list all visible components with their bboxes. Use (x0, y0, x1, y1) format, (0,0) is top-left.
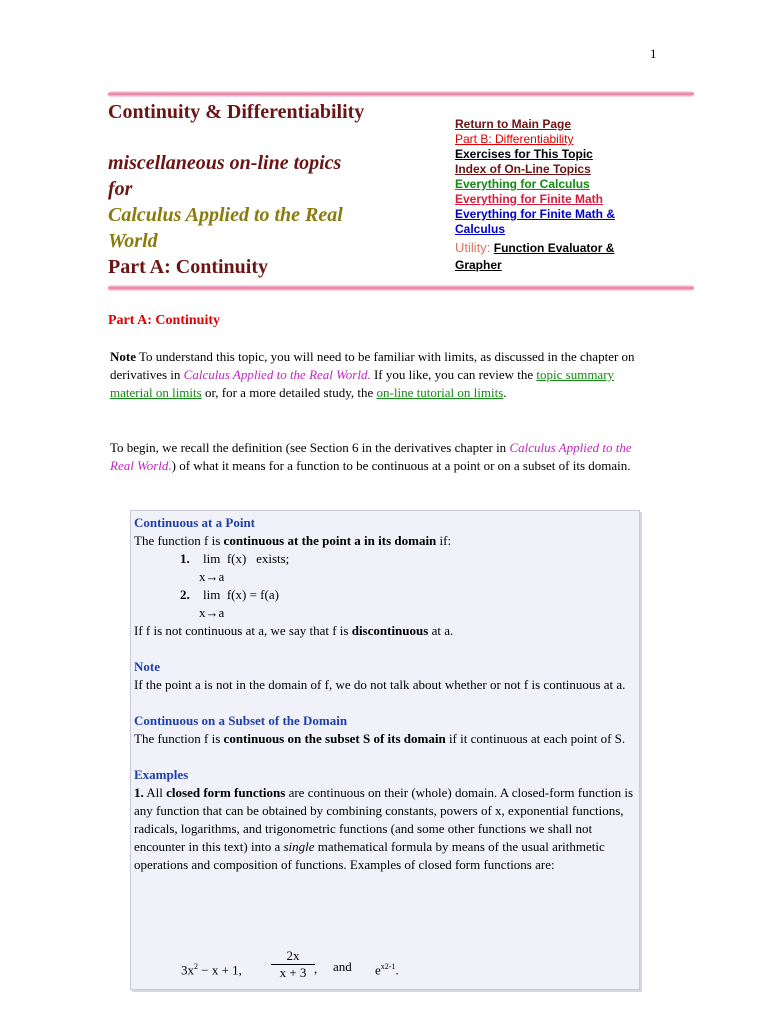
subtitle-misc-line1: miscellaneous on-line topics (108, 152, 342, 174)
subtitle-book-line1: Calculus Applied to the Real (108, 204, 343, 226)
def1-text-b: continuous at the point a in its domain (223, 533, 437, 548)
formula-rational (271, 948, 318, 981)
def2-text-c: if it continuous at each point of S. (445, 731, 626, 746)
intro-text-3: or, for a more detailed study, the (201, 385, 377, 400)
formula-rational-numerator: 2x (271, 948, 315, 965)
subtitle-misc (108, 150, 428, 202)
part-heading: Part A: Continuity (108, 256, 268, 278)
ex-text-b: closed form functions (166, 785, 286, 800)
cond1-text: lim f(x) exists; (203, 551, 290, 566)
cond2-number: 2. (180, 587, 190, 602)
book-title: Calculus Applied to the Real World. (183, 367, 371, 382)
disc-text-b: discontinuous (351, 623, 429, 638)
note-text: If the point a is not in the domain of f, we do not talk about whether or not f is continuous at a. (134, 677, 626, 692)
example-1-text (134, 784, 634, 874)
doc-title: Continuity & Differentiability (108, 101, 365, 123)
exercises-link[interactable]: Exercises for This Topic (455, 147, 593, 161)
cond2-sub: x→a (199, 605, 225, 620)
ex-text-a: All (143, 785, 167, 800)
cond1-sub: x→a (199, 569, 225, 584)
formula-and: and (333, 959, 352, 974)
utility-row (455, 239, 655, 274)
def1-text-c: if: (436, 533, 452, 548)
disc-text-c: at a. (428, 623, 454, 638)
everything-both-link[interactable] (455, 207, 655, 237)
formula-examples (131, 946, 639, 986)
conditions-block (134, 550, 634, 622)
formula-exponential: $e^{x2-1}$. (375, 962, 399, 978)
definition-intro-paragraph (110, 439, 650, 475)
subtitle-misc-line2: for (108, 178, 133, 200)
grapher-link[interactable]: Grapher (455, 258, 502, 272)
ex-text-d: mathematical formula by means of the usual arithmetic operations and composition of functions. Examples of closed form functions are: (134, 839, 605, 872)
utility-label: Utility: (455, 240, 491, 255)
cond2-text: lim f(x) = f(a) (203, 587, 279, 602)
continuous-subset-definition (134, 730, 634, 748)
discontinuous-definition (134, 622, 634, 640)
index-topics-link[interactable]: Index of On-Line Topics (455, 162, 591, 176)
cond1-number: 1. (180, 551, 190, 566)
continuous-point-definition (134, 532, 634, 550)
tutorial-limits-link[interactable]: on-line tutorial on limits (376, 385, 504, 400)
definition-box-content (134, 514, 634, 874)
note-label: Note (110, 349, 136, 364)
function-evaluator-link[interactable]: Function Evaluator & (493, 241, 615, 255)
intro-text-2: If you like, you can review the (370, 367, 537, 382)
section-title: Part A: Continuity (108, 313, 220, 328)
everything-both-line2: Calculus (455, 222, 506, 236)
definition-box (130, 510, 640, 990)
def2-text-a: The function f is (134, 731, 224, 746)
formula-polynomial: $3x^2 - x + 1$, (181, 962, 242, 978)
note-heading: Note (134, 659, 160, 674)
continuous-point-heading: Continuous at a Point (134, 515, 255, 530)
intro-paragraph (110, 348, 650, 402)
everything-both-line1: Everything for Finite Math & (455, 207, 616, 221)
disc-text-a: If f is not continuous at a, we say that f is (134, 623, 352, 638)
formula-comma: , (314, 961, 318, 976)
intro-text-4: . (503, 385, 507, 400)
intro-text-1: To understand this topic, you will need to be familiar with limits, as discussed in the chapter on derivatives in (110, 349, 635, 382)
header-title-block (108, 100, 428, 280)
everything-finite-link[interactable]: Everything for Finite Math (455, 192, 604, 206)
def-intro-text-2: ) of what it means for a function to be continuous at a point or on a subset of its domain. (171, 458, 631, 473)
subtitle-book-line2: World (108, 230, 158, 252)
return-main-link[interactable]: Return to Main Page (455, 117, 572, 131)
topic-summary-link[interactable]: topic summary material on limits (110, 367, 615, 400)
page-number: 1 (650, 46, 657, 61)
ex-text-single: single (283, 839, 315, 854)
subtitle-book (108, 202, 428, 254)
top-divider (108, 91, 694, 97)
def1-text-a: The function f is (134, 533, 224, 548)
def2-text-b: continuous on the subset S of its domain (223, 731, 446, 746)
continuous-subset-heading: Continuous on a Subset of the Domain (134, 713, 348, 728)
nav-links (455, 117, 655, 274)
examples-heading: Examples (134, 767, 189, 782)
ex-text-c: are continuous on their (whole) domain. A closed-form function is any function that can be obtained by combining constants, powers of x, exponential functions, radicals, logarithms, and trigonometric functions (and some other functions we shall not encounter in this text) into a (134, 785, 634, 854)
def-intro-text-1: To begin, we recall the definition (see Section 6 in the derivatives chapter in (110, 440, 510, 455)
book-title-2: Calculus Applied to the Real World. (110, 440, 632, 473)
formula-rational-denominator: x + 3 (279, 965, 307, 980)
example-number: 1. (134, 785, 144, 800)
part-b-link[interactable]: Part B: Differentiability (455, 132, 574, 146)
bottom-divider (108, 285, 694, 291)
everything-calculus-link[interactable]: Everything for Calculus (455, 177, 590, 191)
